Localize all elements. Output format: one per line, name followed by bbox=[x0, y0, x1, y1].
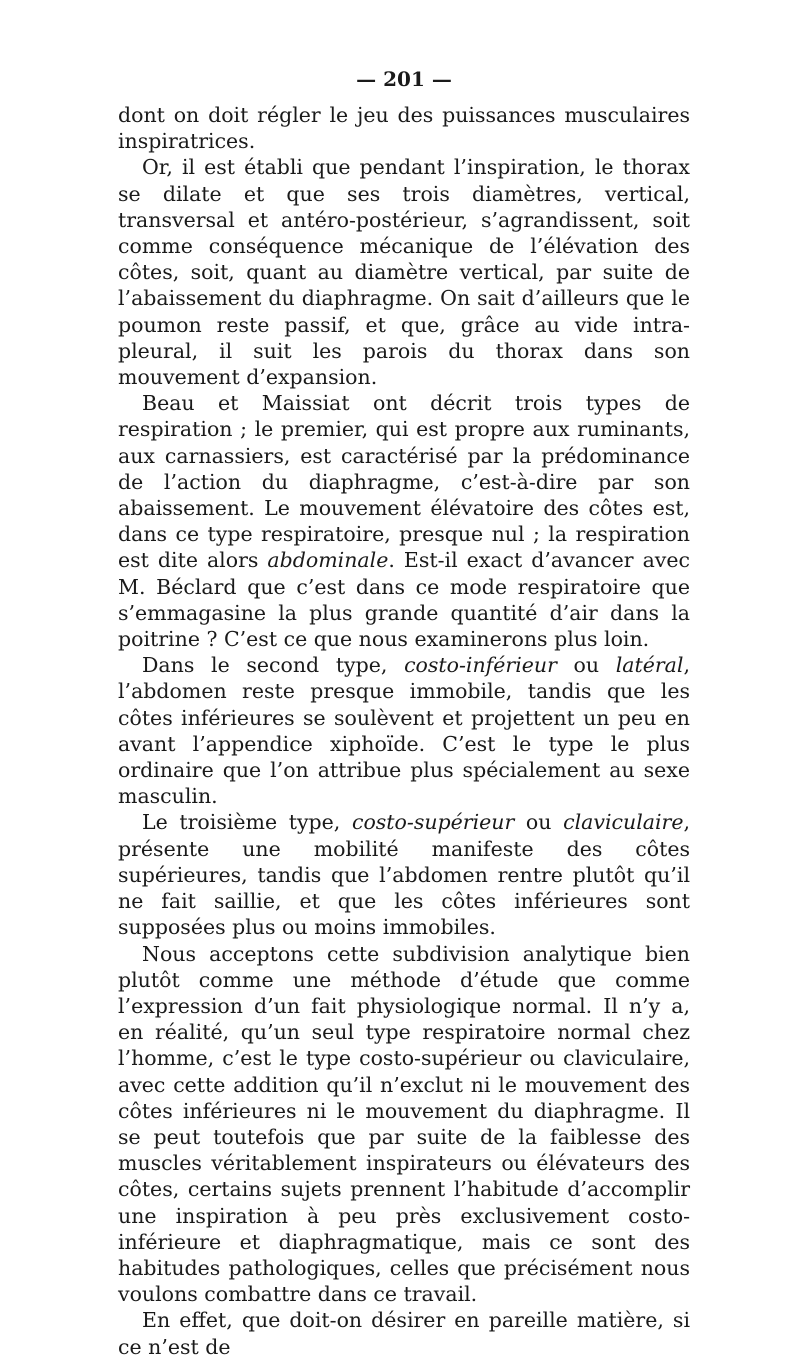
italic-term: claviculaire bbox=[563, 810, 684, 835]
paragraph-text: . Est-il exact d’avancer avec M. Béclard que c’est dans ce mode respiratoire que s’emmagasine la plus grande quantité d’air dans la poitrine ? C’est ce que nous examinerons plus loin. bbox=[118, 548, 690, 652]
paragraph-text: , présente une mobilité manifeste des côtes supérieures, tandis que l’abdomen rentre plutôt qu’il ne fait saillie, et que les côtes inférieures sont supposées plus ou moins immobiles. bbox=[118, 810, 691, 940]
paragraph-text: Dans le second type, bbox=[142, 653, 405, 678]
italic-term: abdominale bbox=[267, 548, 389, 573]
paragraph bbox=[118, 154, 690, 390]
paragraph-text: ou bbox=[514, 810, 564, 835]
document-page bbox=[118, 66, 691, 1359]
paragraph bbox=[118, 390, 690, 652]
italic-term: costo-inférieur bbox=[404, 653, 557, 678]
paragraph-text: Le troisième type, bbox=[142, 810, 352, 835]
paragraph-text: , l’abdomen reste presque immobile, tandis que les côtes inférieures se soulèvent et projettent un peu en avant l’appendice xiphoïde. C’est le type le plus ordinaire que l’on attribue plus spécialement au sexe masculin. bbox=[118, 653, 690, 809]
paragraph bbox=[118, 652, 690, 809]
paragraph-text: Or, il est établi que pendant l’inspiration, le thorax se dilate et que ses trois diamètres, vertical, transversal et antéro-postérieur, s’agrandissent, soit comme conséquence mécanique de l’élévation des côtes, soit, quant au diamètre vertical, par suite de l’abaissement du diaphragme. On sait d’ailleurs que le poumon reste passif, et que, grâce au vide intra-pleural, il suit les parois du thorax dans son mouvement d’expansion. bbox=[118, 155, 690, 390]
paragraph-text: ou bbox=[556, 653, 616, 678]
paragraph bbox=[118, 809, 690, 940]
italic-term: latéral bbox=[615, 653, 684, 678]
paragraph-text: Beau et Maissiat ont décrit trois types de respiration ; le premier, qui est propre aux ruminants, aux carnassiers, est caractérisé par la prédominance de l’action du diaphragme, c’est-à-dire par son abaissement. Le mouvement élévatoire des côtes est, dans ce type respiratoire, presque nul ; la respiration est dite alors bbox=[118, 391, 690, 573]
paragraph-text: En effet, que doit-on désirer en pareille matière, si ce n’est de bbox=[118, 1308, 690, 1359]
paragraph bbox=[118, 102, 690, 154]
paragraph-text: dont on doit régler le jeu des puissances musculaires inspiratrices. bbox=[118, 103, 690, 154]
italic-term: costo-supérieur bbox=[351, 810, 515, 835]
page-number: — 201 — bbox=[356, 67, 452, 91]
paragraph bbox=[118, 1307, 690, 1359]
paragraph bbox=[118, 941, 690, 1308]
paragraph-text: Nous acceptons cette subdivision analytique bien plutôt comme une méthode d’étude que comme l’expression d’un fait physiologique normal. Il n’y a, en réalité, qu’un seul type respiratoire normal chez l’homme, c’est le type costo-supérieur ou claviculaire, avec cette addition qu’il n’exclut ni le mouvement des côtes inférieures ni le mouvement du diaphragme. Il se peut toutefois que par suite de la faiblesse des muscles véritablement inspirateurs ou élévateurs des côtes, certains sujets prennent l’habitude d’accomplir une inspiration à peu près exclusivement costo-inférieure et diaphragmatique, mais ce sont des habitudes pathologiques, celles que précisément nous voulons combattre dans ce travail. bbox=[118, 941, 690, 1307]
